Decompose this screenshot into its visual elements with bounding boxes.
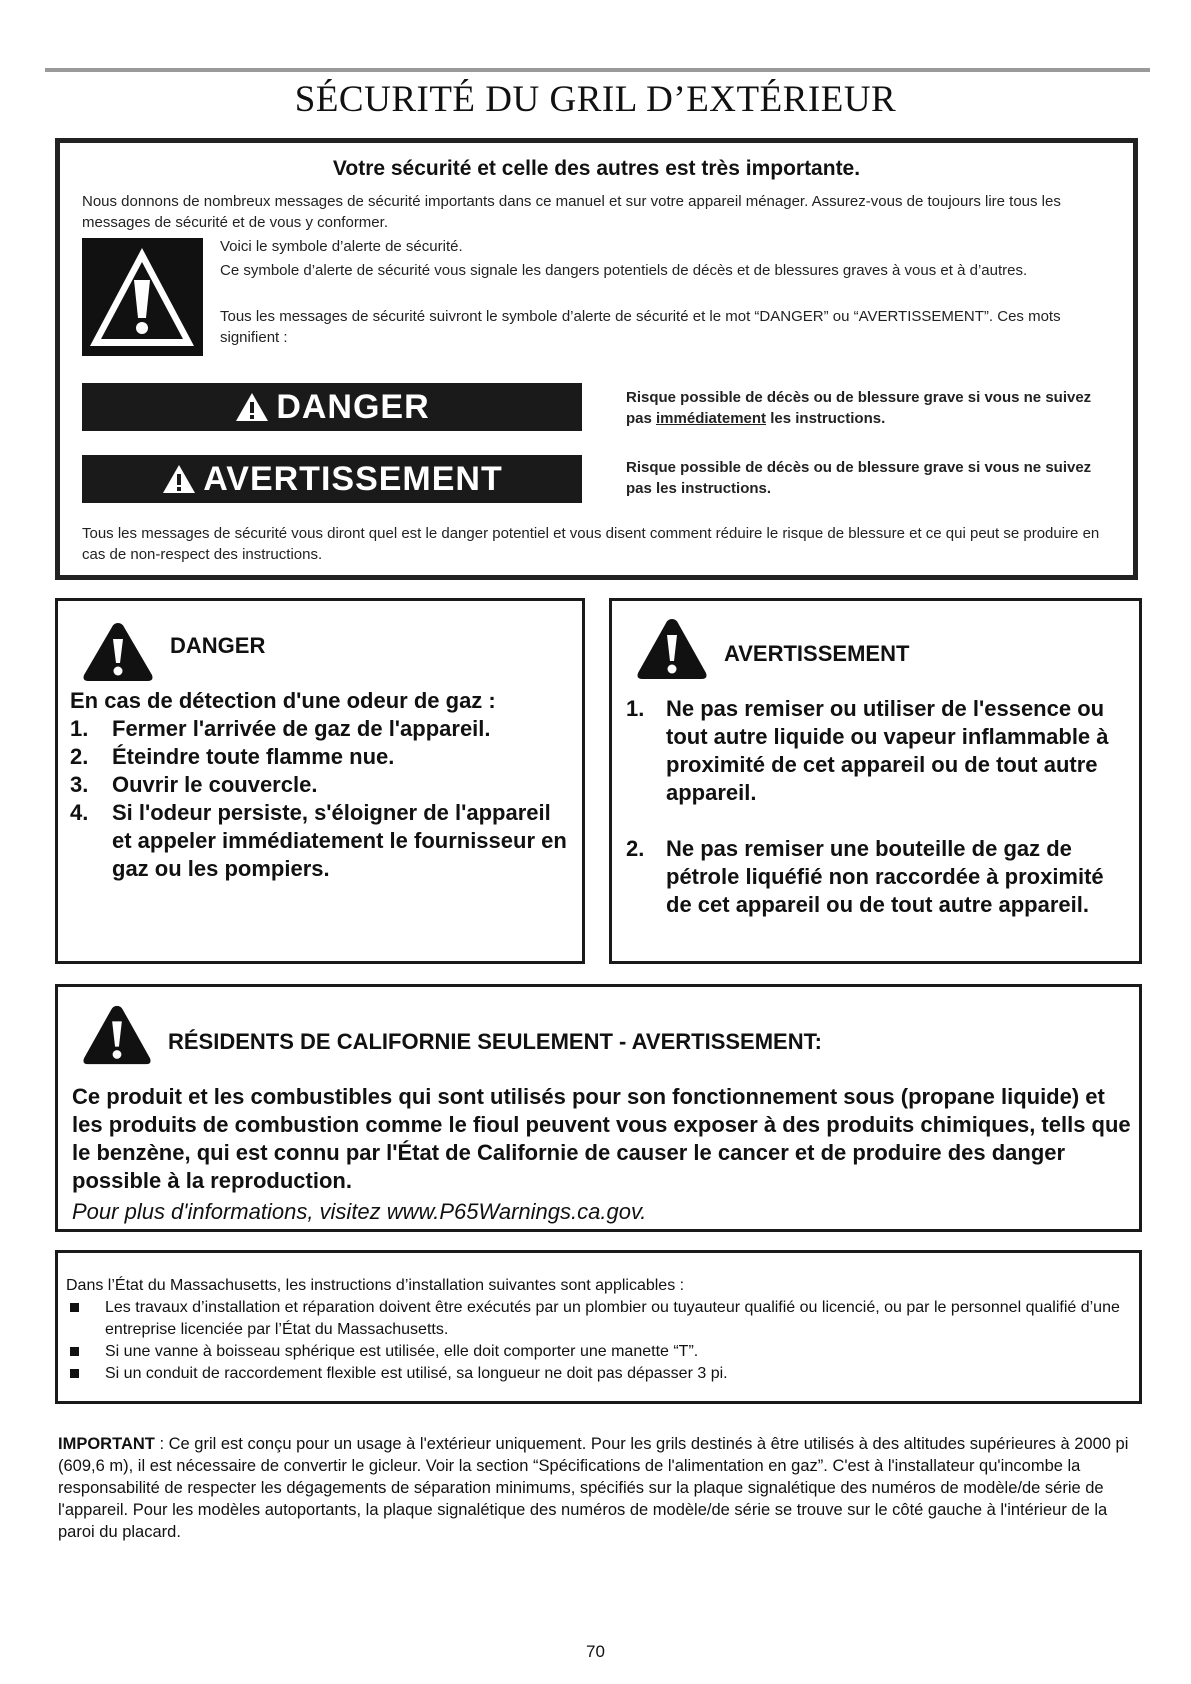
- california-body: Ce produit et les combustibles qui sont utilisés pour son fonctionnement sous (propane liquide) et les produits de combustion comme le fioul peuvent vous exposer à des produits chimiques, tells que le benzène, qui est connu par l'État de Californie de causer le cancer et de produire des danger possible à la reproduction.: [72, 1084, 1131, 1193]
- list-item: [70, 715, 570, 743]
- list-item: [70, 743, 570, 771]
- list-item-text: Ne pas remiser une bouteille de gaz de pétrole liquéfié non raccordée à proximité de cet appareil ou de tout autre appareil.: [666, 836, 1104, 917]
- safety-alert-symbol-icon: [82, 238, 203, 356]
- square-bullet-icon: [70, 1347, 79, 1356]
- danger-banner: [82, 383, 582, 431]
- warning-triangle-icon: [636, 617, 708, 681]
- massachusetts-intro: Dans l’État du Massachusetts, les instructions d’installation suivantes sont applicables :: [66, 1277, 685, 1294]
- safety-heading: Votre sécurité et celle des autres est très importante.: [332, 157, 861, 180]
- danger-description: [626, 387, 1116, 429]
- danger-box: [55, 598, 585, 964]
- danger-lead: En cas de détection d'une odeur de gaz :: [70, 688, 496, 713]
- warning-banner: [82, 455, 582, 503]
- warning-triangle-icon: [234, 391, 270, 423]
- list-item-text: Les travaux d’installation et réparation doivent être exécutés par un plombier ou tuyauteur qualifié ou licencié, ou par le personnel qualifié d’une entreprise licenciée par l’État du Massachusetts.: [105, 1299, 1120, 1338]
- list-item-text: Ouvrir le couvercle.: [112, 772, 318, 797]
- california-box: [55, 984, 1142, 1232]
- list-item-number: 2.: [70, 744, 89, 769]
- list-item: [70, 771, 570, 799]
- massachusetts-box: [55, 1250, 1142, 1404]
- important-note: [58, 1433, 1138, 1543]
- page-number: 70: [586, 1642, 605, 1661]
- warning-banner-label: AVERTISSEMENT: [203, 459, 503, 498]
- warning-box-title: AVERTISSEMENT: [724, 641, 910, 666]
- danger-desc-after: les instructions.: [766, 410, 886, 427]
- list-item: [66, 1363, 1136, 1385]
- p65-warnings-link[interactable]: Pour plus d'informations, visitez www.P65Warnings.ca.gov.: [72, 1199, 647, 1224]
- symbol-desc: Ce symbole d’alerte de sécurité vous signale les dangers potentiels de décès et de blessures graves à vous et à d’autres.: [220, 262, 1028, 279]
- list-item-number: 1.: [626, 696, 645, 721]
- danger-list: [70, 687, 570, 883]
- list-item: [626, 835, 1126, 919]
- list-item-text: Fermer l'arrivée de gaz de l'appareil.: [112, 716, 491, 741]
- list-item-number: 1.: [70, 716, 89, 741]
- list-item-number: 2.: [626, 836, 645, 861]
- massachusetts-list: [66, 1297, 1136, 1385]
- list-item: [70, 799, 570, 883]
- warning-triangle-icon: [82, 1003, 152, 1067]
- warning-triangle-icon: [82, 621, 154, 683]
- words-desc: Tous les messages de sécurité suivront le symbole d’alerte de sécurité et le mot “DANGER” ou “AVERTISSEMENT”. Ces mots signifient :: [220, 308, 1061, 346]
- list-item-text: Ne pas remiser ou utiliser de l'essence ou tout autre liquide ou vapeur inflammable à proximité de cet appareil ou de tout autre appareil.: [666, 696, 1109, 805]
- page-title: SÉCURITÉ DU GRIL D’EXTÉRIEUR: [294, 79, 897, 120]
- warning-description: Risque possible de décès ou de blessure grave si vous ne suivez pas les instructions.: [626, 459, 1092, 497]
- warning-list: [626, 695, 1126, 947]
- danger-desc-emphasis: immédiatement: [656, 410, 767, 427]
- list-item-text: Éteindre toute flamme nue.: [112, 744, 395, 769]
- safety-intro-box: [55, 138, 1138, 580]
- top-rule: [45, 68, 1150, 72]
- square-bullet-icon: [70, 1369, 79, 1378]
- california-title: RÉSIDENTS DE CALIFORNIE SEULEMENT - AVERTISSEMENT:: [168, 1029, 822, 1054]
- warning-box: [609, 598, 1142, 964]
- list-item: [66, 1341, 1136, 1363]
- warning-triangle-icon: [161, 463, 197, 495]
- list-item-text: Si une vanne à boisseau sphérique est utilisée, elle doit comporter une manette “T”.: [105, 1343, 699, 1360]
- safety-footer-text: Tous les messages de sécurité vous diront quel est le danger potentiel et vous disent comment réduire le risque de blessure et ce qui peut se produire en cas de non-respect des instructions.: [82, 525, 1100, 563]
- danger-banner-label: DANGER: [276, 387, 430, 426]
- list-item: [66, 1297, 1136, 1341]
- list-item: [626, 695, 1126, 807]
- safety-intro-text: Nous donnons de nombreux messages de sécurité importants dans ce manuel et sur votre appareil ménager. Assurez-vous de toujours lire tous les messages de sécurité et de vous y conformer.: [82, 193, 1061, 231]
- square-bullet-icon: [70, 1303, 79, 1312]
- important-text: : Ce gril est conçu pour un usage à l'extérieur uniquement. Pour les grils destinés à être utilisés à des altitudes supérieures à 2000 pi (609,6 m), il est nécessaire de convertir le gicleur. Voir la section “Spécifications de l'alimentation en gaz”. C'est à l'installateur qu'incombe la responsabilité de respecter les dégagements de séparation minimums, spécifiés sur la plaque signalétique des numéros de modèle/de série de l'appareil. Pour les modèles autoportants, la plaque signalétique des numéros de modèle/de série se trouve sur le côté gauche à l'intérieur de la paroi du placard.: [58, 1435, 1129, 1541]
- danger-box-title: DANGER: [170, 633, 266, 658]
- danger-desc-before: Risque possible de décès ou de blessure grave si vous ne suivez pas: [626, 389, 1092, 427]
- important-label: IMPORTANT: [58, 1435, 155, 1453]
- list-item-number: 3.: [70, 772, 89, 797]
- list-item-text: Si l'odeur persiste, s'éloigner de l'appareil et appeler immédiatement le fournisseur en gaz ou les pompiers.: [112, 800, 567, 881]
- list-item-text: Si un conduit de raccordement flexible est utilisé, sa longueur ne doit pas dépasser 3 pi.: [105, 1365, 728, 1382]
- list-item-number: 4.: [70, 800, 89, 825]
- symbol-line: Voici le symbole d’alerte de sécurité.: [220, 238, 463, 255]
